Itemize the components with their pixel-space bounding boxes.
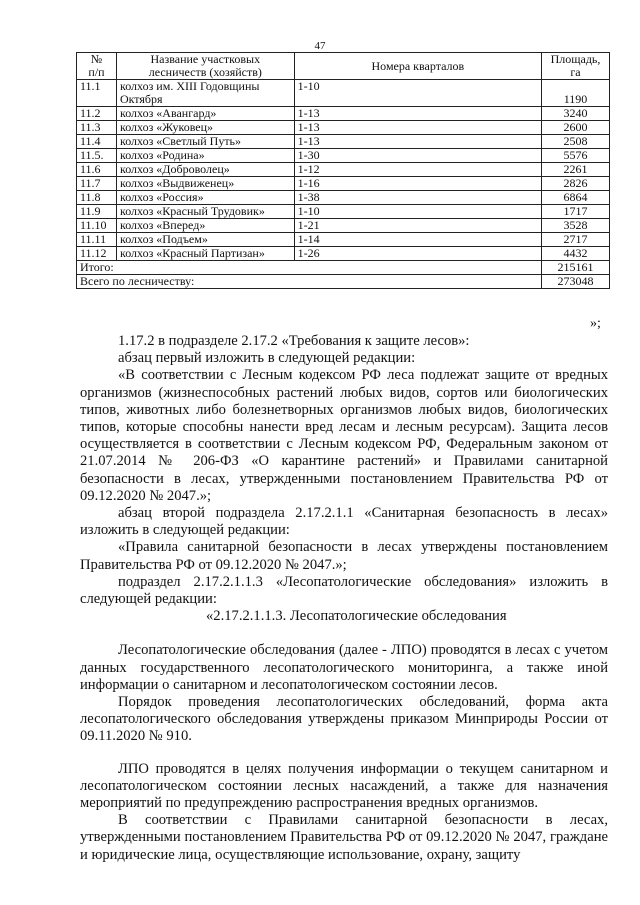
row-name: колхоз «Выдвиженец» xyxy=(116,177,294,191)
header-num xyxy=(77,53,117,80)
row-num: 11.5. xyxy=(77,149,117,163)
header-area-line1: Площадь, xyxy=(550,52,601,66)
row-quarters: 1-14 xyxy=(294,233,541,247)
row-area: 2600 xyxy=(542,121,610,135)
row-name: колхоз «Вперед» xyxy=(116,219,294,233)
row-name: колхоз «Россия» xyxy=(116,191,294,205)
row-area: 2508 xyxy=(542,135,610,149)
grand-total-value: 273048 xyxy=(542,275,610,289)
row-name: колхоз «Красный Трудовик» xyxy=(116,205,294,219)
row-name: колхоз «Красный Партизан» xyxy=(116,247,294,261)
table-row xyxy=(77,219,610,233)
table-row xyxy=(77,205,610,219)
row-area: 3240 xyxy=(542,107,610,121)
paragraph-2: абзац первый изложить в следующей редакции: xyxy=(118,350,416,367)
row-num: 11.1 xyxy=(77,80,117,107)
closing-mark: »; xyxy=(590,316,601,331)
row-quarters: 1-13 xyxy=(294,135,541,149)
grand-total-label: Всего по лесничеству: xyxy=(77,275,542,289)
row-name: колхоз «Доброволец» xyxy=(116,163,294,177)
row-name: колхоз «Светлый Путь» xyxy=(116,135,294,149)
total-label: Итого: xyxy=(77,261,542,275)
paragraph-8: Порядок проведения лесопатологических обследований, форма акта лесопатологического обследования утверждены приказом Минприроды России от 09.11.2020 № 910. xyxy=(80,694,608,745)
table-row xyxy=(77,80,610,107)
header-name-line1: Название участковых xyxy=(150,52,261,66)
paragraph-9: ЛПО проводятся в целях получения информации о текущем санитарном и лесопатологическом состоянии лесных насаждений, а также для назначения мероприятий по предупреждению распространения вредных организмов. xyxy=(80,760,608,812)
row-name: колхоз им. XIII Годовщины Октября xyxy=(116,80,294,107)
row-num: 11.6 xyxy=(77,163,117,177)
row-area: 1190 xyxy=(542,80,610,107)
row-num: 11.11 xyxy=(77,233,117,247)
header-name xyxy=(116,53,294,80)
table-header-row xyxy=(77,53,610,80)
row-quarters: 1-10 xyxy=(294,80,541,107)
section-heading: «2.17.2.1.1.3. Лесопатологические обследования xyxy=(206,608,507,625)
paragraph-7: Лесопатологические обследования (далее - ЛПО) проводятся в лесах с учетом данных государственного лесопатологического мониторинга, а также иной информации о санитарном и лесопатологическом состоянии лесов. xyxy=(80,642,608,693)
row-quarters: 1-16 xyxy=(294,177,541,191)
row-num: 11.3 xyxy=(77,121,117,135)
paragraph-1: 1.17.2 в подразделе 2.17.2 «Требования к защите лесов»: xyxy=(118,333,470,349)
page-number: 47 xyxy=(314,40,326,52)
table-row xyxy=(77,135,610,149)
table-row xyxy=(77,247,610,261)
row-area: 4432 xyxy=(542,247,610,261)
row-name: колхоз «Родина» xyxy=(116,149,294,163)
header-name-line2: лесничеств (хозяйств) xyxy=(148,65,262,79)
row-area: 2261 xyxy=(542,163,610,177)
header-num-line2: п/п xyxy=(88,65,105,79)
row-area: 6864 xyxy=(542,191,610,205)
row-quarters: 1-26 xyxy=(294,247,541,261)
table-row xyxy=(77,149,610,163)
table-row xyxy=(77,107,610,121)
row-name: колхоз «Подъем» xyxy=(116,233,294,247)
paragraph-6: подраздел 2.17.2.1.1.3 «Лесопатологические обследования» изложить в следующей редакции: xyxy=(80,573,608,608)
header-area-line2: га xyxy=(570,65,581,79)
row-name: колхоз «Жуковец» xyxy=(116,121,294,135)
total-value: 215161 xyxy=(542,261,610,275)
grand-total-row xyxy=(77,275,610,289)
table-row xyxy=(77,163,610,177)
row-num: 11.12 xyxy=(77,247,117,261)
paragraph-3: «В соответствии с Лесным кодексом РФ леса подлежат защите от вредных организмов (жизнеспособных растений любых видов, сортов или биологических типов, животных либо болезнетворных организмов любых видов, биологических типов, которые способны нанести вред лесам и лесным ресурсам). Защита лесов осуществляется в соответствии с Лесным кодексом РФ, Федеральным законом от 21.07.2014 № 206-ФЗ «О карантине растений» и Правилами санитарной безопасности в лесах, утвержденными постановлением Правительства РФ от 09.12.2020 № 2047.»; xyxy=(80,367,608,504)
row-name: колхоз «Авангард» xyxy=(116,107,294,121)
paragraph-5: «Правила санитарной безопасности в лесах утверждены постановлением Правительства РФ от 09.12.2020 № 2047.»; xyxy=(80,539,608,573)
row-num: 11.10 xyxy=(77,219,117,233)
paragraph-4: абзац второй подраздела 2.17.2.1.1 «Санитарная безопасность в лесах» изложить в следующей редакции: xyxy=(80,505,608,539)
total-row xyxy=(77,261,610,275)
row-area: 5576 xyxy=(542,149,610,163)
row-num: 11.4 xyxy=(77,135,117,149)
row-quarters: 1-12 xyxy=(294,163,541,177)
row-area: 2826 xyxy=(542,177,610,191)
header-quarters: Номера кварталов xyxy=(294,53,541,80)
header-area xyxy=(542,53,610,80)
row-num: 11.7 xyxy=(77,177,117,191)
row-area: 2717 xyxy=(542,233,610,247)
row-area: 3528 xyxy=(542,219,610,233)
forestry-table xyxy=(76,52,610,289)
table-row xyxy=(77,233,610,247)
paragraph-10: В соответствии с Правилами санитарной безопасности в лесах, утвержденными постановлением Правительства РФ от 09.12.2020 № 2047, граждане и юридические лица, осуществляющие использование, охрану, защиту xyxy=(80,812,608,863)
row-area: 1717 xyxy=(542,205,610,219)
row-num: 11.2 xyxy=(77,107,117,121)
row-quarters: 1-10 xyxy=(294,205,541,219)
table-row xyxy=(77,191,610,205)
row-quarters: 1-30 xyxy=(294,149,541,163)
row-quarters: 1-13 xyxy=(294,121,541,135)
header-num-line1: № xyxy=(90,52,103,66)
row-quarters: 1-21 xyxy=(294,219,541,233)
table-row xyxy=(77,177,610,191)
table-row xyxy=(77,121,610,135)
body-text xyxy=(80,333,608,864)
row-num: 11.9 xyxy=(77,205,117,219)
table-body xyxy=(77,80,610,261)
row-num: 11.8 xyxy=(77,191,117,205)
row-quarters: 1-13 xyxy=(294,107,541,121)
row-quarters: 1-38 xyxy=(294,191,541,205)
